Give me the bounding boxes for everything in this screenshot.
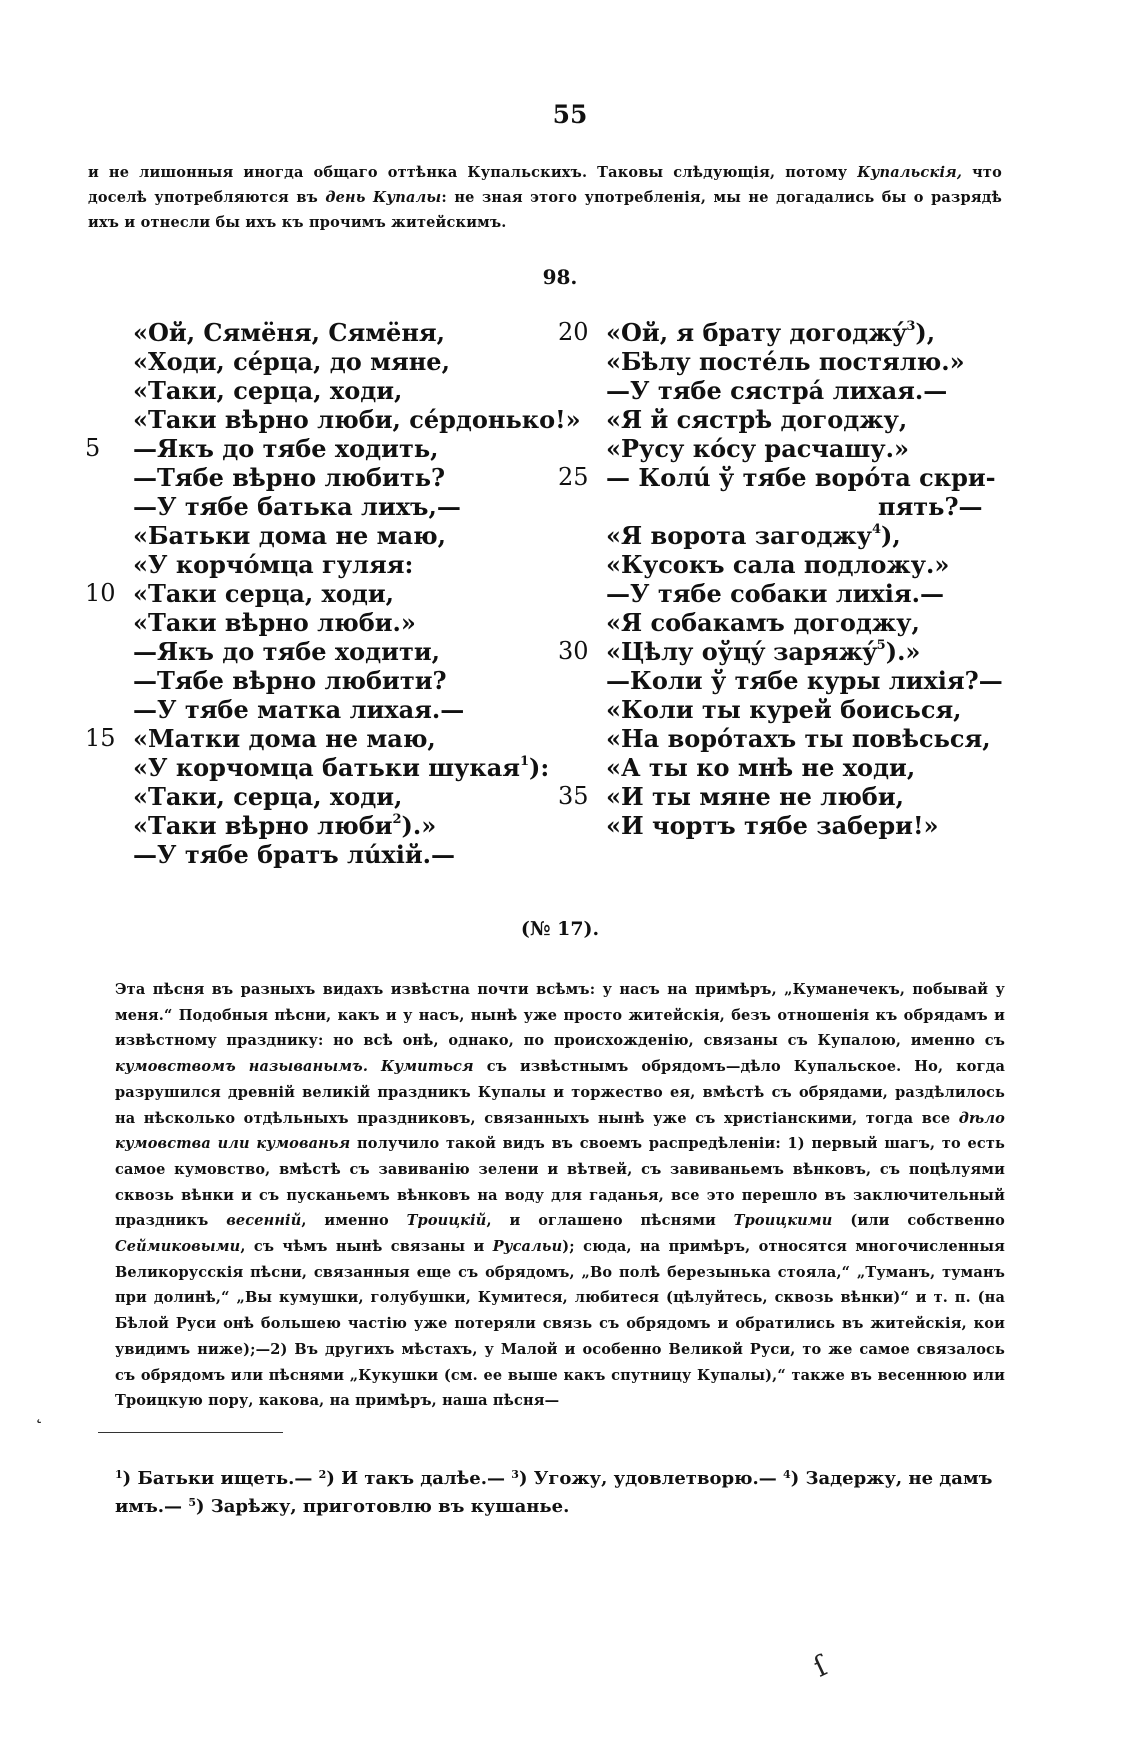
line-text <box>133 666 447 695</box>
intro-paragraph <box>88 160 1002 235</box>
poem-line <box>85 550 545 579</box>
line-text-body: «Матки дома не маю, <box>133 724 436 753</box>
line-text-body: «Таки вѣрно люби <box>133 811 393 840</box>
text-run: что доселѣ употребляются въ <box>88 164 1002 206</box>
line-text-body: «Ой, я брату догоджý <box>606 318 907 347</box>
footnote-number: 1 <box>115 1468 123 1481</box>
footnote-number: 2 <box>318 1468 327 1481</box>
line-text <box>606 579 944 608</box>
line-text-body: «И чортъ тябе забери!» <box>606 811 939 840</box>
line-number: 30 <box>558 637 589 665</box>
text-run: ); сюда, на примѣръ, относятся многочисленныя Великорусскія пѣсни, связанныя еще съ обрядомъ, „Во полѣ березынька стояла,“ „Туманъ, туманъ при долинѣ,“ „Вы кумушки, голубушки, Кумитеся, любитеся (цѣлуйтесь, сквозь вѣнки)“ и т. п. (на Бѣлой Руси онѣ большею частію уже потеряли связь съ обрядомъ и обратились въ житейскія, кои увидимъ ниже);—2) Въ другихъ мѣстахъ, у Малой и особенно Великой Руси, то же самое связалось съ обрядомъ или пѣснями „Кукушки (см. ее выше какъ спутницу Купалы),“ также въ весеннюю или Троицкую пору, какова, на примѣръ, наша пѣсня— <box>115 1238 1005 1410</box>
line-text-body: —Тябе вѣрно любить? <box>133 463 446 492</box>
poem-line <box>558 753 1028 782</box>
poem-line <box>85 579 545 608</box>
line-text-body: —Тябе вѣрно любити? <box>133 666 447 695</box>
line-text <box>606 347 965 376</box>
line-text <box>133 579 394 608</box>
line-text <box>606 724 991 753</box>
line-text <box>606 550 949 579</box>
song-number: 98. <box>542 265 578 289</box>
line-text-body: «Таки вѣрно люби, сéрдонько!» <box>133 405 581 434</box>
poem-line <box>558 463 1028 492</box>
line-text <box>133 724 436 753</box>
line-number: 35 <box>558 782 589 810</box>
line-number: 5 <box>85 434 101 462</box>
line-text <box>133 434 438 463</box>
line-text <box>133 347 450 376</box>
line-text-body: «На ворóтахъ ты повѣсься, <box>606 724 991 753</box>
italic-run: дѣло кумовства или кумованья <box>115 1109 1005 1153</box>
line-text <box>606 463 996 492</box>
footnote <box>319 1468 505 1489</box>
italic-run: кумовствомъ называнымъ. Кумиться <box>115 1058 474 1076</box>
section-label: (№ 17). <box>520 918 600 940</box>
poem-line <box>85 840 545 869</box>
poem-line <box>85 782 545 811</box>
line-text-body: «Таки серца, ходи, <box>133 579 395 608</box>
italic-run: Троицкими <box>733 1212 833 1230</box>
text-run: , съ чѣмъ нынѣ связаны и <box>240 1238 493 1256</box>
line-text-body: —У тябе сястрá лихая.— <box>606 376 948 405</box>
footnote-ref: 2 <box>392 812 402 827</box>
line-text-body: «У корчомца батьки шукая <box>133 753 520 782</box>
poem-line <box>558 637 1028 666</box>
poem-line <box>85 463 545 492</box>
line-text-body: «Таки, серца, ходи, <box>133 376 403 405</box>
line-text-body: «Ходи, сéрца, до мяне, <box>133 347 450 376</box>
line-text <box>606 811 939 840</box>
line-text-tail: ).» <box>401 811 437 840</box>
line-text <box>606 434 909 463</box>
footnote-text: ) Батьки ищеть.— <box>122 1468 313 1489</box>
poem-line <box>85 753 550 782</box>
poem-line <box>85 376 545 405</box>
footnote-ref: 5 <box>876 638 886 653</box>
italic-run: Русальи <box>492 1238 563 1256</box>
footnote-number: 4 <box>783 1468 791 1481</box>
ink-mark-left: ˛ <box>34 1400 44 1424</box>
line-text-body: «Кусокъ сала подложу.» <box>606 550 950 579</box>
line-text-body: —У тябе батька лихъ,— <box>133 492 461 521</box>
line-text-body: —Якъ до тябе ходити, <box>133 637 440 666</box>
line-text <box>606 782 904 811</box>
poem-line <box>85 637 545 666</box>
line-text <box>133 463 445 492</box>
prose-paragraph <box>115 977 1005 1414</box>
poem-line <box>85 318 545 347</box>
line-number: 25 <box>558 463 589 491</box>
footnote-divider <box>98 1432 283 1433</box>
line-text-body: — Колú ў тябе ворóта скри- <box>606 463 996 492</box>
line-text <box>606 376 947 405</box>
line-text <box>606 405 907 434</box>
line-text-body: «Я собакамъ догоджу, <box>606 608 920 637</box>
poem-line <box>558 724 1028 753</box>
line-text-body: «Бѣлу постéль постялю.» <box>606 347 965 376</box>
line-text <box>878 492 983 521</box>
footnote-text: ) Задержу, не дамъ имъ.— <box>115 1468 993 1517</box>
footnote-ref: 1 <box>520 754 530 769</box>
poem-line <box>558 434 1028 463</box>
footnotes <box>115 1465 1015 1521</box>
line-text <box>133 550 413 579</box>
ink-mark-bottom: ſ <box>808 1649 832 1684</box>
line-number: 15 <box>85 724 116 752</box>
poem-line <box>85 724 545 753</box>
line-text <box>133 492 461 521</box>
line-text-tail: ): <box>529 753 550 782</box>
line-text-body: —У тябе собаки лихія.— <box>606 579 944 608</box>
line-text <box>606 318 935 347</box>
footnote <box>115 1468 312 1489</box>
poem-line <box>85 405 581 434</box>
line-text-body: «Русу кóсу расчашу.» <box>606 434 909 463</box>
line-text <box>606 666 1003 695</box>
italic-run: Купальскія, <box>857 164 963 181</box>
poem-line <box>85 347 545 376</box>
poem-line <box>558 666 1028 695</box>
line-text-body: «Ой, Сямёня, Сямёня, <box>133 318 445 347</box>
line-text-body: —У тябе братъ лúхій.— <box>133 840 455 869</box>
text-run: , и оглашено пѣснями <box>486 1212 734 1230</box>
poem-line <box>85 608 545 637</box>
footnote-ref: 3 <box>906 319 916 334</box>
footnote-number: 3 <box>511 1468 519 1481</box>
page-number: 55 <box>552 100 588 129</box>
poem-line <box>85 492 545 521</box>
line-text-body: «Батьки дома не маю, <box>133 521 447 550</box>
line-text-body: —У тябе матка лихая.— <box>133 695 465 724</box>
poem-line <box>558 405 1028 434</box>
footnote-text: ) И такъ далѣе.— <box>326 1468 506 1489</box>
italic-run: Сеймиковыми <box>115 1238 241 1256</box>
line-text-body: «Таки вѣрно люби.» <box>133 608 416 637</box>
text-run: (или собственно <box>832 1212 1006 1230</box>
line-text-body: —Коли ў тябе куры лихія?— <box>606 666 1003 695</box>
line-text-tail: ), <box>881 521 901 550</box>
line-text-tail: ), <box>915 318 936 347</box>
line-number: 10 <box>85 579 116 607</box>
footnote-text: ) Зарѣжу, приготовлю въ кушанье. <box>196 1496 570 1517</box>
text-run: Эта пѣсня въ разныхъ видахъ извѣстна почти всѣмъ: у насъ на примѣръ, „Куманечекъ, побывай у меня.“ Подобныя пѣсни, какъ и у насъ, нынѣ уже просто житейскія, безъ отношенія къ обрядамъ и извѣстному празднику: но всѣ онѣ, однако, по происхожденію, связаны съ Купалою, именно съ <box>115 981 1005 1050</box>
poem-line <box>558 521 1028 550</box>
line-text-body: «Коли ты курей боисься, <box>606 695 962 724</box>
line-text-body: «И ты мяне не люби, <box>606 782 904 811</box>
poem-line <box>85 666 545 695</box>
poem-line <box>558 608 1028 637</box>
line-text <box>133 782 402 811</box>
line-text <box>606 753 915 782</box>
poem-line <box>85 521 545 550</box>
line-text <box>606 608 920 637</box>
line-text <box>133 376 402 405</box>
poem-line <box>558 579 1028 608</box>
text-run: съ извѣстнымъ обрядомъ—дѣло Купальское. Но, когда разрушился древній великій праздникъ Купалы и торжество ея, вмѣстѣ съ обрядами, раздѣлилось на нѣсколько отдѣльныхъ праздниковъ, связанныхъ нынѣ уже съ христіанскими, тогда все <box>115 1058 1005 1127</box>
line-text-body: «Я ворота загоджу <box>606 521 872 550</box>
italic-run: весенній <box>226 1212 302 1230</box>
line-text <box>133 811 436 840</box>
line-text-body: «Таки, серца, ходи, <box>133 782 403 811</box>
line-text-body: «А ты ко мнѣ не ходи, <box>606 753 916 782</box>
line-text-tail: ).» <box>885 637 921 666</box>
line-text-body: «Цѣлу оўцý заряжý <box>606 637 877 666</box>
line-text <box>606 637 920 666</box>
line-text <box>133 608 416 637</box>
text-run: : не зная этого употребленія, мы не догадались бы о разрядѣ ихъ и отнесли бы ихъ къ прочимъ житейскимъ. <box>88 189 1002 231</box>
poem-line <box>558 550 1028 579</box>
italic-run: день Купалы <box>325 189 442 206</box>
italic-run: Троицкій <box>406 1212 487 1230</box>
line-text <box>606 695 962 724</box>
poem-right-column <box>558 318 1028 840</box>
line-text-body: «У корчóмца гуляя: <box>133 550 414 579</box>
line-text-body: —Якъ до тябе ходить, <box>133 434 439 463</box>
text-run: и не лишонныя иногда общаго оттѣнка Купальскихъ. Таковы слѣдующія, потому <box>88 164 858 181</box>
footnote <box>511 1468 776 1489</box>
line-text <box>606 521 901 550</box>
line-text-body: «Я й сястрѣ догоджу, <box>606 405 908 434</box>
line-text <box>133 405 581 434</box>
line-text-body: пять?— <box>878 492 983 521</box>
line-text <box>133 318 445 347</box>
footnote-number: 5 <box>188 1496 196 1509</box>
poem-line <box>558 318 1028 347</box>
poem-line <box>558 811 1028 840</box>
text-run: , именно <box>301 1212 407 1230</box>
footnote <box>188 1496 569 1517</box>
poem-line <box>85 695 545 724</box>
poem-line <box>558 376 1028 405</box>
poem-line <box>558 782 1028 811</box>
line-text <box>133 637 440 666</box>
line-text <box>133 840 455 869</box>
poem-line <box>558 695 1028 724</box>
footnote-text: ) Угожу, удовлетворю.— <box>518 1468 777 1489</box>
line-text <box>133 695 464 724</box>
text-run: получило такой видъ въ своемъ распредѣленіи: 1) первый шагъ, то есть самое кумовство, вмѣстѣ съ завиванію зелени и вѣтвей, съ завиваньемъ вѣнковъ, съ поцѣлуями сквозь вѣнки и съ пусканьемъ вѣнковъ на воду для гаданья, все это перешло въ заключительный праздникъ <box>115 1135 1005 1230</box>
poem-line <box>558 347 1028 376</box>
poem-line <box>85 434 545 463</box>
line-number: 20 <box>558 318 589 346</box>
line-text <box>133 521 446 550</box>
poem-line <box>558 492 1028 521</box>
footnote-ref: 4 <box>871 522 881 537</box>
poem-line <box>85 811 545 840</box>
line-text <box>133 753 549 782</box>
